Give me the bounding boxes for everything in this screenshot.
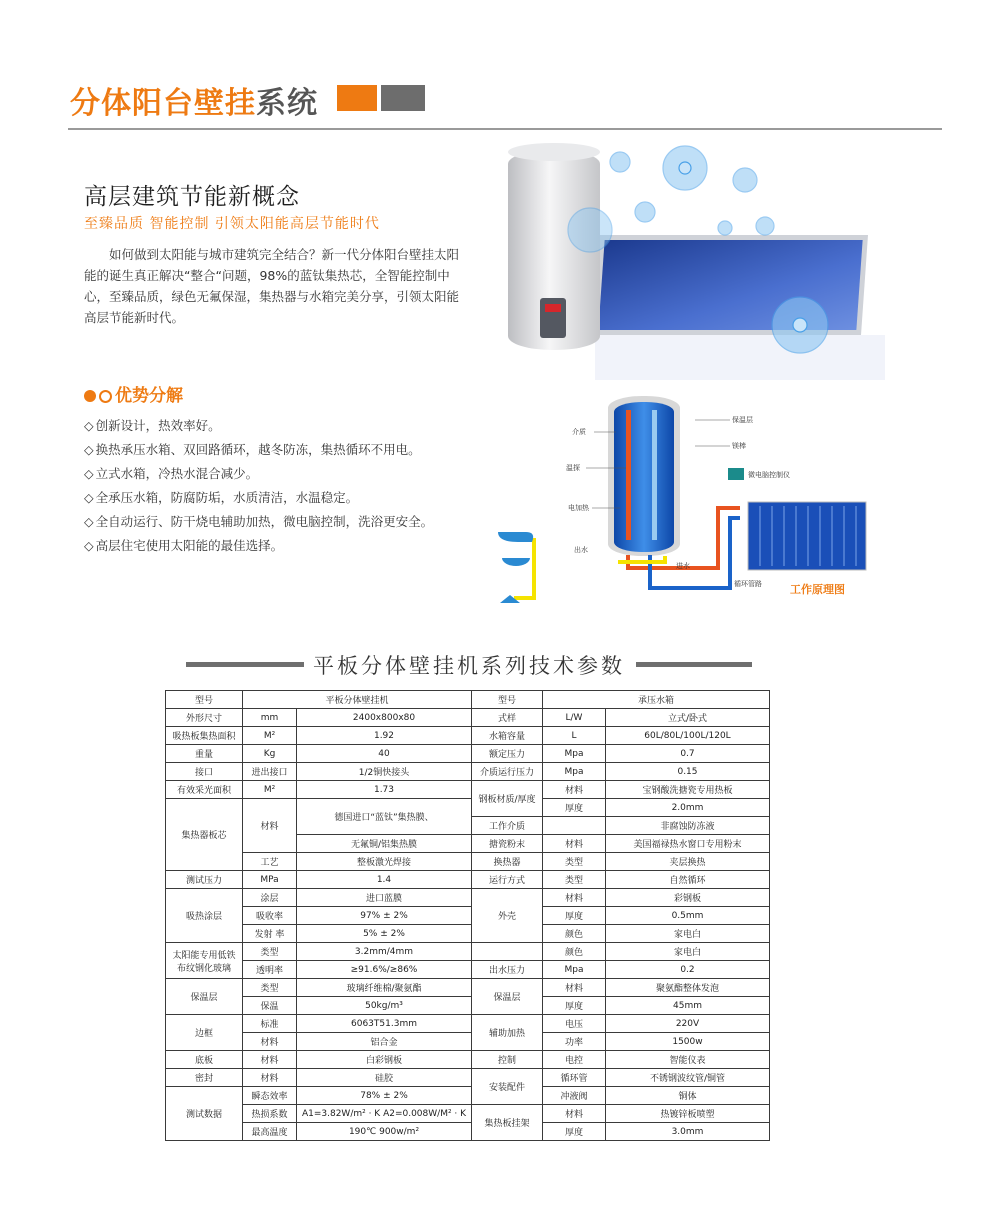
table-cell: 宝钢酸洗搪瓷专用热板 <box>606 781 770 799</box>
controller-icon <box>728 468 744 480</box>
table-row <box>166 907 770 925</box>
table-cell: 热损系数 <box>243 1105 297 1123</box>
table-cell: 测试压力 <box>166 871 243 889</box>
list-item: ◇ 换热承压水箱、双回路循环，越冬防冻，集热循环不用电。 <box>84 438 433 462</box>
table-cell: 材料 <box>543 835 606 853</box>
bathtub-icon <box>498 532 533 542</box>
table-row <box>166 1105 770 1123</box>
table-cell: 78% ± 2% <box>297 1087 472 1105</box>
table-cell: 厚度 <box>543 1123 606 1141</box>
table-cell: 无氟铜/铝集热膜 <box>297 835 472 853</box>
intro-paragraph: 如何做到太阳能与城市建筑完全结合？新一代分体阳台壁挂太阳能的诞生真正解决“整合“问题，98%的蓝钛集热芯，全智能控制中心，至臻品质，绿色无氟保湿，集热器与水箱完美分享，引领太阳能高层节能新时代。 <box>84 247 460 325</box>
advantages-list <box>84 414 433 558</box>
table-cell: 德国进口“蓝钛”集热膜、 <box>297 799 472 835</box>
table-cell: 水箱容量 <box>472 727 543 745</box>
table-cell: 颜色 <box>543 925 606 943</box>
label-water-out: 出水 <box>574 546 588 554</box>
table-row <box>166 943 770 961</box>
title-accent-orange-block <box>337 85 377 111</box>
table-cell: 边框 <box>166 1015 243 1051</box>
table-cell: 接口 <box>166 763 243 781</box>
table-cell: 材料 <box>243 1069 297 1087</box>
list-item: ◇ 创新设计，热效率好。 <box>84 414 433 438</box>
label-electric-heat: 电加热 <box>568 504 589 512</box>
header-divider <box>68 128 942 130</box>
table-cell: 搪瓷粉末 <box>472 835 543 853</box>
label-temp-probe: 温探 <box>566 464 580 472</box>
table-cell: 美国福禄热水窗口专用粉末 <box>606 835 770 853</box>
list-item: ◇ 高层住宅使用太阳能的最佳选择。 <box>84 534 433 558</box>
table-cell: 0.2 <box>606 961 770 979</box>
table-cell: 5% ± 2% <box>297 925 472 943</box>
table-cell: 换热器 <box>472 853 543 871</box>
advantages-heading <box>84 381 183 406</box>
table-cell: 运行方式 <box>472 871 543 889</box>
table-row <box>166 925 770 943</box>
table-cell: 循环管 <box>543 1069 606 1087</box>
table-cell: 0.15 <box>606 763 770 781</box>
table-cell: 发射 率 <box>243 925 297 943</box>
table-cell: 瞬态效率 <box>243 1087 297 1105</box>
table-cell: 材料 <box>543 889 606 907</box>
table-cell: L <box>543 727 606 745</box>
table-cell: 材料 <box>543 979 606 997</box>
label-insulation: 保温层 <box>732 416 753 424</box>
table-row <box>166 961 770 979</box>
table-cell <box>472 943 543 961</box>
table-cell: Mpa <box>543 961 606 979</box>
table-cell: 2.0mm <box>606 799 770 817</box>
table-cell: 家电白 <box>606 925 770 943</box>
table-cell: 3.0mm <box>606 1123 770 1141</box>
table-cell: 型号 <box>166 691 243 709</box>
table-cell: 外形尺寸 <box>166 709 243 727</box>
table-cell <box>166 943 243 979</box>
table-cell: 材料 <box>243 1051 297 1069</box>
table-cell: 非腐蚀防冻液 <box>606 817 770 835</box>
table-cell: 聚氨酯整体发泡 <box>606 979 770 997</box>
table-row <box>166 1123 770 1141</box>
table-cell: 吸热板集热面积 <box>166 727 243 745</box>
table-row <box>166 1087 770 1105</box>
table-cell: 厚度 <box>543 907 606 925</box>
working-principle-diagram <box>490 390 910 620</box>
table-cell: 控制 <box>472 1051 543 1069</box>
table-cell: 1.4 <box>297 871 472 889</box>
table-cell: 0.5mm <box>606 907 770 925</box>
table-cell: L/W <box>543 709 606 727</box>
table-row <box>166 1051 770 1069</box>
table-cell: 白彩钢板 <box>297 1051 472 1069</box>
table-cell <box>543 817 606 835</box>
label-controller: 微电脑控制仪 <box>748 471 790 479</box>
table-cell: A1=3.82W/m² · K A2=0.008W/M² · K <box>297 1105 472 1123</box>
diagram-collector <box>748 502 866 570</box>
table-cell: 工作介质 <box>472 817 543 835</box>
table-cell: 60L/80L/100L/120L <box>606 727 770 745</box>
table-cell: mm <box>243 709 297 727</box>
table-cell: 材料 <box>543 1105 606 1123</box>
table-row <box>166 979 770 997</box>
table-cell: 材料 <box>243 1033 297 1051</box>
table-cell: 辅助加热 <box>472 1015 543 1051</box>
table-cell: 类型 <box>543 871 606 889</box>
table-cell: 保温层 <box>472 979 543 1015</box>
table-cell: 类型 <box>243 943 297 961</box>
glass-label-line2: 布纹钢化玻璃 <box>176 963 231 974</box>
table-cell: 不锈钢波纹管/铜管 <box>606 1069 770 1087</box>
intro-headline: 高层建筑节能新概念 <box>84 184 300 210</box>
table-cell: 重量 <box>166 745 243 763</box>
table-cell: 自然循环 <box>606 871 770 889</box>
table-cell: 型号 <box>472 691 543 709</box>
table-cell: 钢板材质/厚度 <box>472 781 543 817</box>
table-row <box>166 763 770 781</box>
table-cell: M² <box>243 781 297 799</box>
table-cell: 玻璃纤维棉/聚氨酯 <box>297 979 472 997</box>
table-cell: 最高温度 <box>243 1123 297 1141</box>
table-cell: 智能仪表 <box>606 1051 770 1069</box>
table-row <box>166 727 770 745</box>
table-row <box>166 871 770 889</box>
table-cell: Kg <box>243 745 297 763</box>
list-item: ◇ 全自动运行、防干烧电辅助加热，微电脑控制，洗浴更安全。 <box>84 510 433 534</box>
table-cell: 类型 <box>543 853 606 871</box>
page-title <box>70 78 318 122</box>
table-row <box>166 853 770 871</box>
table-cell: 材料 <box>243 799 297 853</box>
table-cell: 铝合金 <box>297 1033 472 1051</box>
table-row <box>166 781 770 799</box>
table-cell: 测试数据 <box>166 1087 243 1141</box>
table-cell: ≥91.6%/≥86% <box>297 961 472 979</box>
table-cell: 类型 <box>243 979 297 997</box>
table-cell: 1500w <box>606 1033 770 1051</box>
list-item: ◇ 立式水箱，冷热水混合减少。 <box>84 462 433 486</box>
table-cell: 彩钢板 <box>606 889 770 907</box>
table-row <box>166 889 770 907</box>
table-cell: MPa <box>243 871 297 889</box>
table-cell: Mpa <box>543 763 606 781</box>
table-cell: 1/2铜快接头 <box>297 763 472 781</box>
table-cell: 承压水箱 <box>543 691 770 709</box>
basin-icon <box>502 558 530 566</box>
table-cell: 硅胶 <box>297 1069 472 1087</box>
table-cell: 式样 <box>472 709 543 727</box>
table-cell: 工艺 <box>243 853 297 871</box>
table-cell: 45mm <box>606 997 770 1015</box>
table-row <box>166 1069 770 1087</box>
table-cell: 介质运行压力 <box>472 763 543 781</box>
table-cell: 电控 <box>543 1051 606 1069</box>
table-cell: 1.92 <box>297 727 472 745</box>
table-row <box>166 997 770 1015</box>
product-illustration <box>500 140 900 400</box>
glass-label-line1: 太阳能专用低铁 <box>172 950 236 961</box>
label-medium: 介质 <box>572 428 586 436</box>
table-cell: 平板分体壁挂机 <box>243 691 472 709</box>
table-cell: 保温层 <box>166 979 243 1015</box>
table-cell: 进口蓝膜 <box>297 889 472 907</box>
table-cell: 220V <box>606 1015 770 1033</box>
title-part-gray: 系统 <box>256 86 318 121</box>
supply-pipe <box>514 538 534 598</box>
label-loop-pipe: 循环管路 <box>734 580 762 588</box>
table-cell: 夹层换热 <box>606 853 770 871</box>
table-cell: 0.7 <box>606 745 770 763</box>
advantages-title: 优势分解 <box>115 386 183 406</box>
table-row <box>166 1033 770 1051</box>
table-cell: 厚度 <box>543 799 606 817</box>
table-cell: 功率 <box>543 1033 606 1051</box>
table-cell: 吸热涂层 <box>166 889 243 943</box>
table-cell: 立式/卧式 <box>606 709 770 727</box>
table-cell: 颜色 <box>543 943 606 961</box>
table-cell: 整板激光焊接 <box>297 853 472 871</box>
spec-table <box>165 690 770 1141</box>
label-water-in: 进水 <box>676 562 690 570</box>
table-cell: 厚度 <box>543 997 606 1015</box>
table-cell: Mpa <box>543 745 606 763</box>
table-cell: 1.73 <box>297 781 472 799</box>
table-cell: 有效采光面积 <box>166 781 243 799</box>
table-cell: 50kg/m³ <box>297 997 472 1015</box>
table-cell: 190℃ 900w/m² <box>297 1123 472 1141</box>
table-cell: 透明率 <box>243 961 297 979</box>
intro-slogan: 至臻品质 智能控制 引领太阳能高层节能时代 <box>84 216 380 232</box>
bullet-ring-icon <box>99 390 112 403</box>
table-cell: 进出接口 <box>243 763 297 781</box>
table-cell: 吸收率 <box>243 907 297 925</box>
table-cell: 40 <box>297 745 472 763</box>
bullet-dot-icon <box>84 390 96 402</box>
table-cell: 出水压力 <box>472 961 543 979</box>
list-item: ◇ 全承压水箱，防腐防垢，水质清洁，水温稳定。 <box>84 486 433 510</box>
panel-reflection <box>595 335 885 380</box>
table-cell: 保温 <box>243 997 297 1015</box>
table-cell: 97% ± 2% <box>297 907 472 925</box>
table-cell: 电压 <box>543 1015 606 1033</box>
diagram-caption: 工作原理图 <box>790 583 845 596</box>
spec-title-bar-right <box>636 662 752 667</box>
title-accent-gray-block <box>381 85 425 111</box>
table-row <box>166 1015 770 1033</box>
spec-title-bar-left <box>186 662 304 667</box>
table-cell: 安装配件 <box>472 1069 543 1105</box>
table-cell: 集热板挂架 <box>472 1105 543 1141</box>
table-cell: 热镀锌板喷塑 <box>606 1105 770 1123</box>
table-cell: 家电白 <box>606 943 770 961</box>
title-part-orange: 分体阳台壁挂 <box>70 86 256 121</box>
label-magnesium-rod: 镁棒 <box>732 442 746 450</box>
table-cell: 冲液阀 <box>543 1087 606 1105</box>
table-cell: 标准 <box>243 1015 297 1033</box>
table-cell: 材料 <box>543 781 606 799</box>
spec-title: 平板分体壁挂机系列技术参数 <box>313 654 625 678</box>
table-cell: 涂层 <box>243 889 297 907</box>
table-cell: 6063T51.3mm <box>297 1015 472 1033</box>
table-row <box>166 745 770 763</box>
table-cell: 额定压力 <box>472 745 543 763</box>
diagram-tank <box>614 402 674 552</box>
table-row <box>166 799 770 817</box>
table-row <box>166 709 770 727</box>
table-cell: 集热器板芯 <box>166 799 243 871</box>
table-cell: 3.2mm/4mm <box>297 943 472 961</box>
table-cell: M² <box>243 727 297 745</box>
table-cell: 2400x800x80 <box>297 709 472 727</box>
table-cell: 外壳 <box>472 889 543 943</box>
table-cell: 铜体 <box>606 1087 770 1105</box>
table-cell: 底板 <box>166 1051 243 1069</box>
table-row <box>166 691 770 709</box>
table-cell: 密封 <box>166 1069 243 1087</box>
